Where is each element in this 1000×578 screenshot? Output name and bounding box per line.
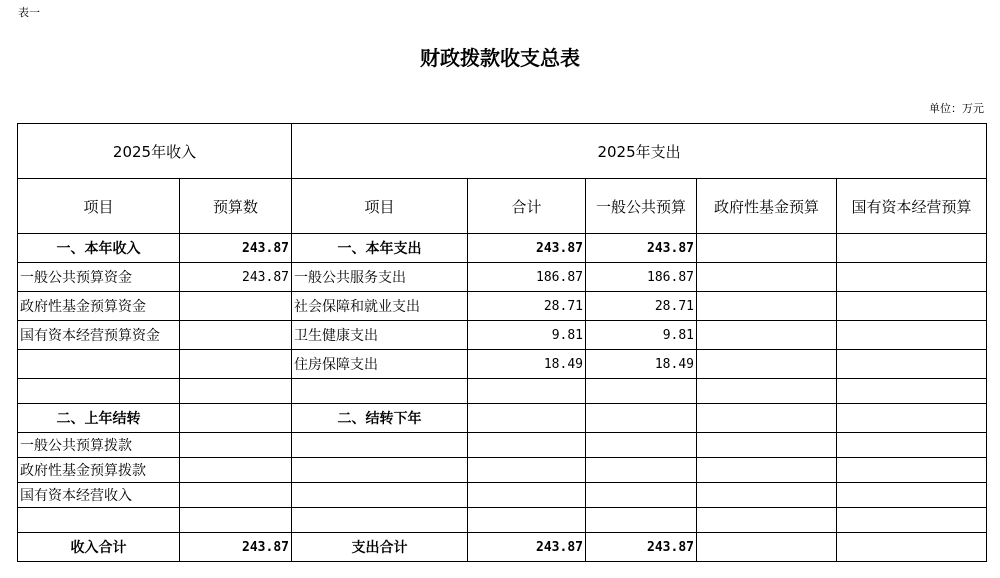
cell bbox=[837, 350, 987, 379]
cell bbox=[292, 483, 468, 508]
cell bbox=[837, 292, 987, 321]
col-header-state-capital: 国有资本经营预算 bbox=[837, 179, 987, 234]
cell bbox=[180, 458, 292, 483]
col-header-item: 项目 bbox=[18, 179, 180, 234]
table-row bbox=[18, 483, 987, 508]
cell bbox=[837, 508, 987, 533]
cell bbox=[697, 321, 837, 350]
table-number-label: 表一 bbox=[18, 6, 40, 19]
cell: 243.87 bbox=[468, 234, 586, 263]
cell: 一般公共预算拨款 bbox=[18, 433, 180, 458]
cell: 政府性基金预算拨款 bbox=[18, 458, 180, 483]
cell: 243.87 bbox=[586, 533, 697, 562]
cell bbox=[180, 404, 292, 433]
cell bbox=[586, 458, 697, 483]
fiscal-table bbox=[17, 123, 987, 562]
cell: 28.71 bbox=[586, 292, 697, 321]
cell bbox=[292, 433, 468, 458]
cell: 243.87 bbox=[586, 234, 697, 263]
table-row bbox=[18, 234, 987, 263]
cell: 18.49 bbox=[586, 350, 697, 379]
cell bbox=[697, 508, 837, 533]
cell bbox=[837, 458, 987, 483]
table-row bbox=[18, 404, 987, 433]
col-header-gov-fund: 政府性基金预算 bbox=[697, 179, 837, 234]
cell bbox=[180, 483, 292, 508]
cell: 二、上年结转 bbox=[18, 404, 180, 433]
table-row bbox=[18, 458, 987, 483]
cell bbox=[468, 483, 586, 508]
expense-year-header: 2025年支出 bbox=[292, 124, 987, 179]
cell bbox=[837, 234, 987, 263]
cell bbox=[697, 292, 837, 321]
cell bbox=[468, 404, 586, 433]
cell bbox=[180, 292, 292, 321]
col-header-total: 合计 bbox=[468, 179, 586, 234]
cell bbox=[697, 263, 837, 292]
cell bbox=[180, 508, 292, 533]
cell: 住房保障支出 bbox=[292, 350, 468, 379]
cell bbox=[586, 433, 697, 458]
cell: 社会保障和就业支出 bbox=[292, 292, 468, 321]
cell: 卫生健康支出 bbox=[292, 321, 468, 350]
cell bbox=[697, 433, 837, 458]
cell bbox=[837, 483, 987, 508]
table-row-empty bbox=[18, 508, 987, 533]
cell bbox=[697, 350, 837, 379]
cell bbox=[468, 433, 586, 458]
col-header-budget: 预算数 bbox=[180, 179, 292, 234]
cell bbox=[180, 433, 292, 458]
cell: 28.71 bbox=[468, 292, 586, 321]
cell bbox=[697, 483, 837, 508]
cell: 243.87 bbox=[180, 263, 292, 292]
cell bbox=[697, 234, 837, 263]
cell: 政府性基金预算资金 bbox=[18, 292, 180, 321]
table-row bbox=[18, 292, 987, 321]
cell bbox=[180, 350, 292, 379]
cell bbox=[837, 533, 987, 562]
header-row-1 bbox=[18, 124, 987, 179]
cell: 一、本年收入 bbox=[18, 234, 180, 263]
cell: 243.87 bbox=[468, 533, 586, 562]
cell bbox=[468, 379, 586, 404]
cell bbox=[837, 433, 987, 458]
total-row bbox=[18, 533, 987, 562]
cell bbox=[180, 321, 292, 350]
cell bbox=[18, 508, 180, 533]
cell bbox=[586, 483, 697, 508]
cell: 186.87 bbox=[468, 263, 586, 292]
col-header-item2: 项目 bbox=[292, 179, 468, 234]
cell bbox=[18, 379, 180, 404]
cell bbox=[18, 350, 180, 379]
cell bbox=[837, 404, 987, 433]
cell bbox=[697, 404, 837, 433]
col-header-general: 一般公共预算 bbox=[586, 179, 697, 234]
cell: 9.81 bbox=[586, 321, 697, 350]
table-row bbox=[18, 263, 987, 292]
cell bbox=[586, 508, 697, 533]
cell: 一般公共预算资金 bbox=[18, 263, 180, 292]
header-row-2 bbox=[18, 179, 987, 234]
cell bbox=[292, 508, 468, 533]
cell bbox=[837, 379, 987, 404]
cell bbox=[292, 379, 468, 404]
cell: 国有资本经营预算资金 bbox=[18, 321, 180, 350]
unit-label: 单位：万元 bbox=[929, 102, 984, 115]
cell: 186.87 bbox=[586, 263, 697, 292]
table-row bbox=[18, 433, 987, 458]
page-title: 财政拨款收支总表 bbox=[420, 46, 580, 70]
income-year-header: 2025年收入 bbox=[18, 124, 292, 179]
cell bbox=[468, 508, 586, 533]
cell bbox=[837, 263, 987, 292]
cell bbox=[292, 458, 468, 483]
cell bbox=[697, 379, 837, 404]
cell bbox=[837, 321, 987, 350]
cell: 收入合计 bbox=[18, 533, 180, 562]
cell: 9.81 bbox=[468, 321, 586, 350]
cell: 一、本年支出 bbox=[292, 234, 468, 263]
cell bbox=[180, 379, 292, 404]
table-row-empty bbox=[18, 379, 987, 404]
cell: 18.49 bbox=[468, 350, 586, 379]
cell: 243.87 bbox=[180, 533, 292, 562]
cell bbox=[586, 379, 697, 404]
cell: 国有资本经营收入 bbox=[18, 483, 180, 508]
cell: 一般公共服务支出 bbox=[292, 263, 468, 292]
cell bbox=[468, 458, 586, 483]
cell: 二、结转下年 bbox=[292, 404, 468, 433]
table-row bbox=[18, 350, 987, 379]
table-row bbox=[18, 321, 987, 350]
cell bbox=[697, 458, 837, 483]
cell bbox=[697, 533, 837, 562]
cell bbox=[586, 404, 697, 433]
cell: 243.87 bbox=[180, 234, 292, 263]
cell: 支出合计 bbox=[292, 533, 468, 562]
